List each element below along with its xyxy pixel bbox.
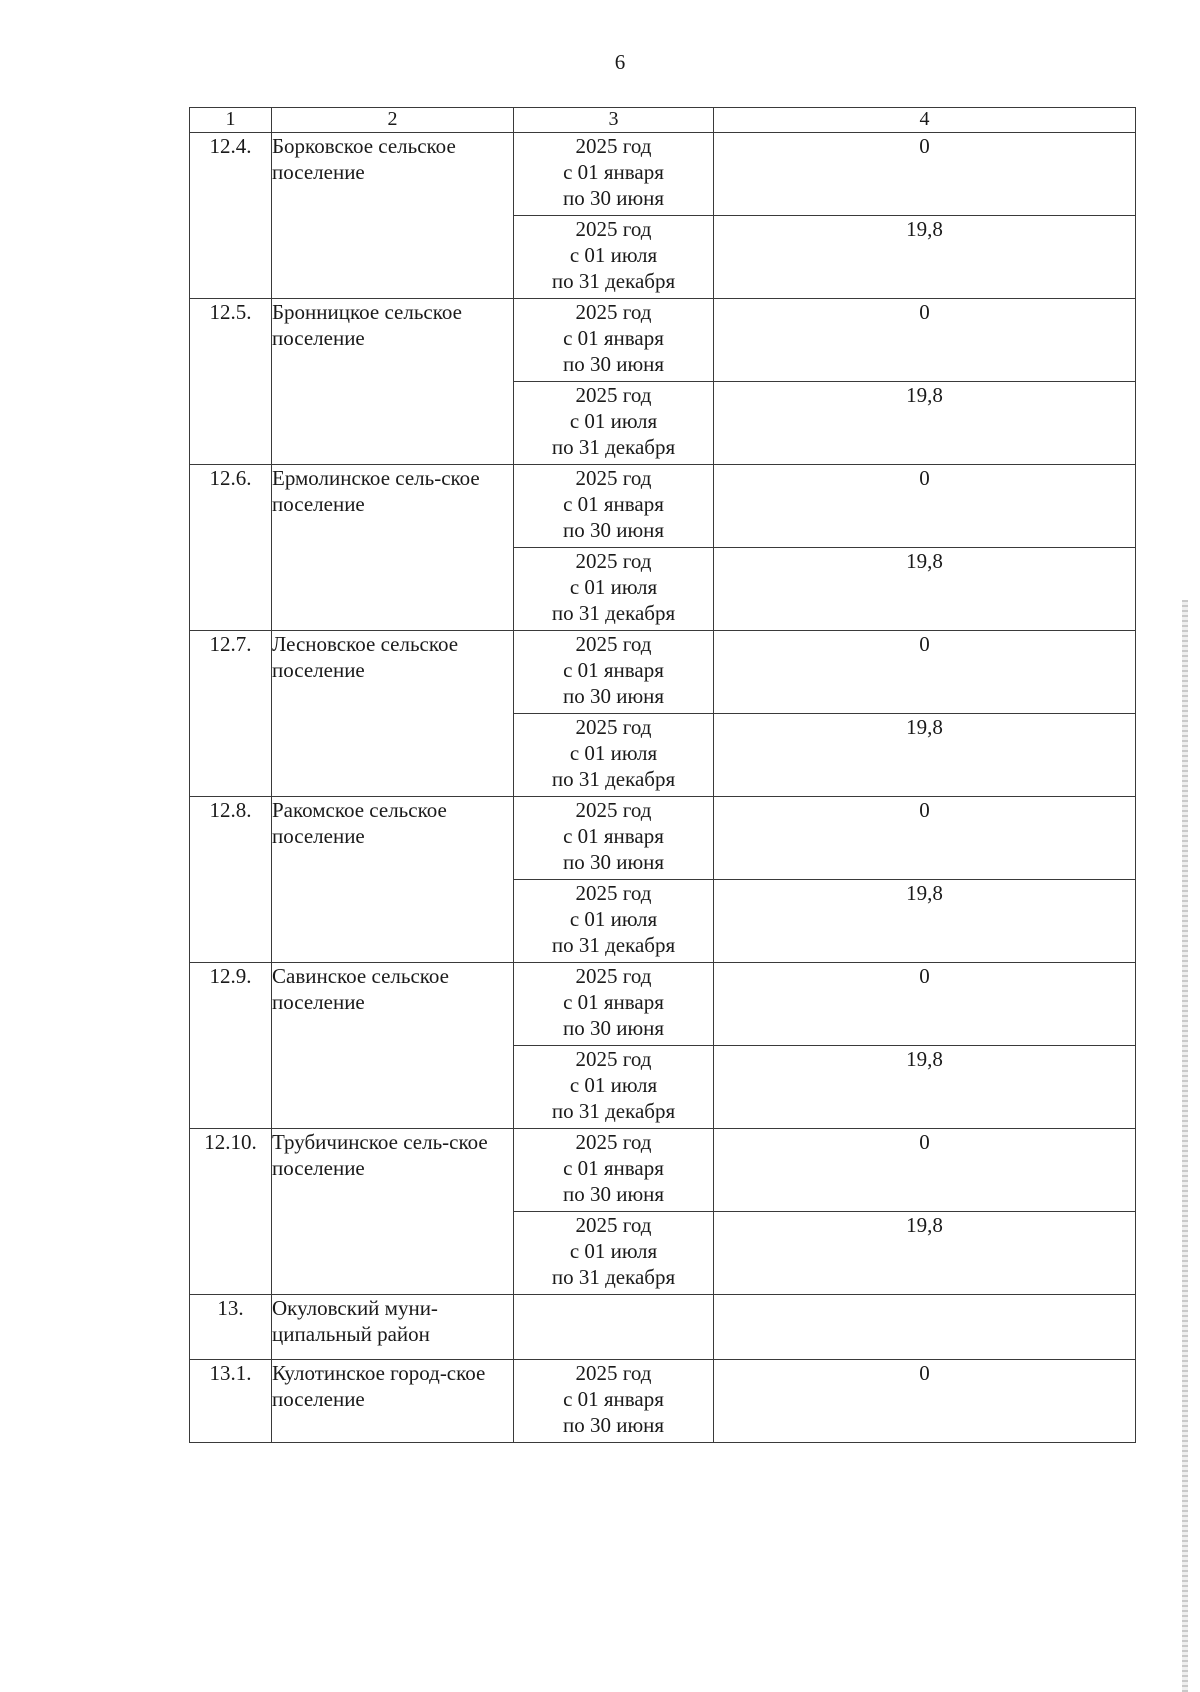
row-number: 13.1.: [190, 1360, 272, 1443]
row-number: 12.9.: [190, 963, 272, 1129]
value-second-half: 19,8: [714, 216, 1136, 299]
period-first-half: [514, 299, 714, 382]
period-second-half: [514, 216, 714, 299]
row-number: 12.7.: [190, 631, 272, 797]
period-line: по 31 декабря: [551, 435, 676, 459]
period-line: с 01 января: [563, 1156, 664, 1180]
period-line: по 30 июня: [562, 1413, 665, 1437]
period-second-half: [514, 880, 714, 963]
period-line: с 01 июля: [569, 1239, 658, 1263]
period-line: по 30 июня: [562, 850, 665, 874]
period-second-half: [514, 1046, 714, 1129]
period-line: по 30 июня: [562, 684, 665, 708]
period-line: с 01 июля: [569, 243, 658, 267]
period-line: с 01 января: [563, 160, 664, 184]
period-line: 2025 год: [575, 964, 652, 988]
row-number: 12.8.: [190, 797, 272, 963]
row-number: 12.4.: [190, 133, 272, 299]
period-line: по 31 декабря: [551, 767, 676, 791]
empty-value: [714, 1295, 1136, 1360]
table-row: [190, 465, 1136, 548]
period-line: 2025 год: [575, 881, 652, 905]
period-first-half: [514, 963, 714, 1046]
value-second-half: 19,8: [714, 1212, 1136, 1295]
row-number: 13.: [190, 1295, 272, 1360]
period-line: по 31 декабря: [551, 933, 676, 957]
row-number: 12.5.: [190, 299, 272, 465]
period-first-half: [514, 1129, 714, 1212]
table-row: [190, 1129, 1136, 1212]
period-first-half: [514, 1360, 714, 1443]
value-first-half: 0: [714, 797, 1136, 880]
period-line: 2025 год: [575, 1361, 652, 1385]
settlement-name: Бронницкое сельское поселение: [272, 299, 514, 465]
period-line: 2025 год: [575, 383, 652, 407]
value-second-half: 19,8: [714, 880, 1136, 963]
period-line: 2025 год: [575, 1213, 652, 1237]
scan-edge: [1182, 600, 1188, 1692]
table-row: [190, 299, 1136, 382]
settlement-name: Трубичинское сель-ское поселение: [272, 1129, 514, 1295]
period-line: по 30 июня: [562, 1016, 665, 1040]
period-line: 2025 год: [575, 632, 652, 656]
period-line: по 30 июня: [562, 352, 665, 376]
period-line: с 01 января: [563, 658, 664, 682]
period-second-half: [514, 1212, 714, 1295]
period-line: с 01 июля: [569, 575, 658, 599]
value-second-half: 19,8: [714, 382, 1136, 465]
value-first-half: 0: [714, 1360, 1136, 1443]
period-line: по 30 июня: [562, 1182, 665, 1206]
value-first-half: 0: [714, 963, 1136, 1046]
header-col-3: 3: [514, 108, 714, 133]
value-second-half: 19,8: [714, 714, 1136, 797]
table-row: [190, 797, 1136, 880]
period-line: 2025 год: [575, 217, 652, 241]
period-line: с 01 января: [563, 824, 664, 848]
period-line: по 31 декабря: [551, 269, 676, 293]
period-second-half: [514, 548, 714, 631]
period-line: с 01 января: [563, 1387, 664, 1411]
period-line: с 01 июля: [569, 741, 658, 765]
period-line: 2025 год: [575, 134, 652, 158]
settlement-name: Савинское сельское поселение: [272, 963, 514, 1129]
settlement-name: Ракомское сельское поселение: [272, 797, 514, 963]
empty-period: [514, 1295, 714, 1360]
row-number: 12.10.: [190, 1129, 272, 1295]
period-first-half: [514, 133, 714, 216]
period-line: 2025 год: [575, 549, 652, 573]
tariff-table: [189, 107, 1136, 1443]
period-line: с 01 июля: [569, 907, 658, 931]
period-line: по 31 декабря: [551, 1265, 676, 1289]
period-line: по 30 июня: [562, 518, 665, 542]
table-row: [190, 963, 1136, 1046]
value-second-half: 19,8: [714, 548, 1136, 631]
period-line: с 01 июля: [569, 1073, 658, 1097]
period-line: с 01 января: [563, 326, 664, 350]
district-name: Окуловский муни-ципальный район: [272, 1295, 514, 1360]
settlement-name: Кулотинское город-ское поселение: [272, 1360, 514, 1443]
settlement-name: Лесновское сельское поселение: [272, 631, 514, 797]
table-row: [190, 1360, 1136, 1443]
period-line: по 31 декабря: [551, 601, 676, 625]
header-col-4: 4: [714, 108, 1136, 133]
table-row-district: [190, 1295, 1136, 1360]
period-first-half: [514, 631, 714, 714]
period-first-half: [514, 797, 714, 880]
table-row: [190, 631, 1136, 714]
value-first-half: 0: [714, 133, 1136, 216]
period-line: 2025 год: [575, 798, 652, 822]
period-line: 2025 год: [575, 1130, 652, 1154]
value-first-half: 0: [714, 299, 1136, 382]
value-first-half: 0: [714, 465, 1136, 548]
value-second-half: 19,8: [714, 1046, 1136, 1129]
header-col-1: 1: [190, 108, 272, 133]
value-first-half: 0: [714, 631, 1136, 714]
value-first-half: 0: [714, 1129, 1136, 1212]
period-line: 2025 год: [575, 300, 652, 324]
settlement-name: Ермолинское сель-ское поселение: [272, 465, 514, 631]
table-row: [190, 133, 1136, 216]
settlement-name: Борковское сельское поселение: [272, 133, 514, 299]
period-line: 2025 год: [575, 1047, 652, 1071]
period-first-half: [514, 465, 714, 548]
period-line: 2025 год: [575, 715, 652, 739]
period-line: по 31 декабря: [551, 1099, 676, 1123]
period-line: по 30 июня: [562, 186, 665, 210]
period-second-half: [514, 382, 714, 465]
period-line: 2025 год: [575, 466, 652, 490]
period-line: с 01 января: [563, 990, 664, 1014]
header-col-2: 2: [272, 108, 514, 133]
row-number: 12.6.: [190, 465, 272, 631]
period-second-half: [514, 714, 714, 797]
page-number: 6: [614, 50, 626, 74]
period-line: с 01 января: [563, 492, 664, 516]
table-header-row: [190, 108, 1136, 133]
period-line: с 01 июля: [569, 409, 658, 433]
